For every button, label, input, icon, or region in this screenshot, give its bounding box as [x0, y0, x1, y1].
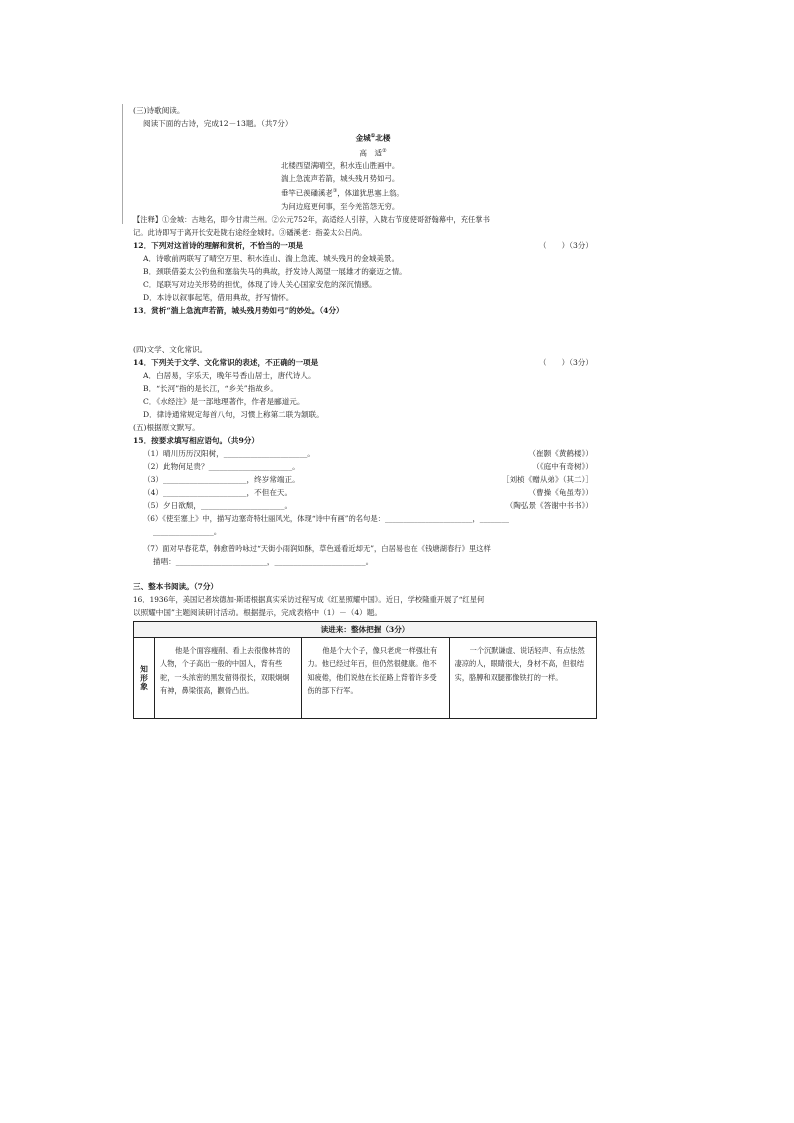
reading-table-cell-3: 一个沉默谦虚、说话轻声、有点怯然凄凉的人，眼睛很大，身材不高，但很结实，胳膊和双腿都像铁打的一样。 [454, 645, 585, 682]
section-heading-book: 三、整本书阅读。（7分） [133, 581, 219, 591]
poem-author [133, 145, 593, 160]
section-heading-poetry: (三)诗歌阅读。 [133, 106, 185, 115]
poem-title-footnote: ① [370, 133, 376, 139]
reading-table-cell-2: 他是个大个子，像只老虎一样强壮有力。他已经过年百，但仍然很健康。他不知疲倦，他们说他在长征路上背着许多受伤的部下行军。 [302, 638, 449, 718]
dictation-item-3-source: ［刘桢《赠从弟》（其二）］ [501, 474, 593, 484]
poem-line-1: 北楼西望满晴空，积水连山胜画中。 [281, 161, 400, 171]
exam-content [133, 104, 593, 719]
reading-table-header: 读进来：整体把握（3分） [134, 622, 596, 638]
poem-title [133, 130, 593, 145]
section-heading-culture: (四)文学、文化常识。 [133, 344, 208, 354]
question-14-option-d: D．律诗通常规定每首八句，习惯上称第二联为颔联。 [143, 409, 324, 419]
section-heading-dictation: (五)根据原文默写。 [133, 422, 200, 432]
dictation-item-1 [133, 447, 593, 460]
dictation-item-5 [133, 499, 593, 512]
poem-line-3-part1: 垂竿已羡磻溪老 [281, 188, 333, 198]
reading-table-side-label: 知形象 [134, 638, 155, 718]
question-12-answer-slot: （ ）（3分） [538, 240, 593, 250]
dictation-item-1-text: （1）晴川历历汉阳树，______________________。 [143, 448, 315, 458]
dictation-item-7-line-2: 描唱：________________________，________________________。 [153, 556, 374, 566]
scan-edge-mark [122, 104, 123, 224]
question-16-line-1: 16．1936年，美国记者埃德加·斯诺根据真实采访过程写成《红星照耀中国》。近日，学校隆重开展了“红星何 [133, 594, 485, 604]
question-12-option-a: A．诗歌前两联写了晴空万里、积水连山、湍上急流、城头残月的金城美景。 [143, 253, 400, 263]
dictation-item-6-line-1: （6）《使至塞上》中，描写边塞奇特壮丽风光，体现“诗中有画”的名句是：________________________，________ [143, 513, 509, 523]
question-16-line-2: 以照耀中国”主题阅读研讨活动。根据提示，完成表格中（1）－（4）题。 [133, 607, 382, 617]
poetry-intro: 阅读下面的古诗，完成12－13题。（共7分） [143, 119, 293, 128]
poem-line-2: 湍上急流声若箭，城头残月势如弓。 [281, 174, 400, 184]
dictation-item-5-text: （5）夕日欲颓，______________________。 [143, 500, 293, 510]
dictation-item-1-source: （崔颢《黄鹤楼》） [528, 448, 593, 458]
dictation-item-6-line-2: ________________。 [153, 526, 222, 536]
question-13: 13．赏析“湍上急流声若箭，城头残月势如弓”的妙处。（4分） [133, 305, 344, 315]
dictation-item-4-source: （曹操《龟虽寿》） [528, 487, 593, 497]
question-14-option-a: A．白居易，字乐天，晚年号香山居士，唐代诗人。 [143, 370, 316, 380]
reading-table-row [134, 638, 596, 718]
dictation-item-2-text: （2）此物何足贵？______________________。 [143, 461, 300, 471]
dictation-item-3 [133, 473, 593, 486]
question-12-option-c: C．尾联写对边关形势的担忧，体现了诗人关心国家安危的深沉情感。 [143, 279, 377, 289]
dictation-item-4-text: （4）______________________，不但在天。 [143, 487, 293, 497]
question-14-option-c: C．《水经注》是一部地理著作，作者是郦道元。 [143, 396, 305, 406]
poem-line-3-part2: ，体道犹思塞上翁。 [337, 188, 404, 198]
poem-note-line-2: 记。此诗即写于离开长安赴陇右途经金城时。③磻溪老：指姜太公吕尚。 [133, 227, 367, 237]
answer-space-13 [133, 317, 593, 343]
question-12-option-b: B．颈联借姜太公钓鱼和塞翁失马的典故，抒发诗人渴望一展雄才的豪迈之情。 [143, 266, 407, 276]
dictation-item-3-text: （3）______________________，终岁常端正。 [143, 474, 300, 484]
poem-title-part2: 北楼 [375, 133, 391, 143]
question-15: 15．按要求填写相应语句。（共9分） [133, 435, 259, 445]
question-12-stem: 12．下列对这首诗的理解和赏析，不恰当的一项是 [133, 240, 304, 250]
dictation-item-5-source: （陶弘景《答谢中书书》） [505, 500, 593, 510]
dictation-item-4 [133, 486, 593, 499]
question-12 [133, 239, 593, 252]
poem-line-3-footnote: ③ [332, 188, 338, 195]
question-14-option-b: B．“长河”指的是长江，“乡关”指故乡。 [143, 383, 279, 393]
dictation-item-7-line-1: （7）面对早春花草，韩愈曾吟咏过“天街小雨润如酥，草色遥看近却无”，白居易也在《钱塘湖春行》里这样 [143, 543, 491, 553]
poem-author-footnote: ② [382, 147, 387, 154]
poem-line-4: 为问边庭更何事，至今羌笛怨无穷。 [281, 201, 400, 211]
dictation-item-2-source: （《庭中有奇树》） [532, 461, 593, 471]
question-14 [133, 356, 593, 369]
question-14-answer-slot: （ ）（3分） [538, 357, 593, 367]
poem-title-part1: 金城 [355, 133, 371, 143]
poem-note-line-1: 【注释】①金城：古地名，即今甘肃兰州。②公元752年，高适经人引荐，入陇右节度使哥舒翰幕中，充任掌书 [133, 214, 490, 224]
poem-line-3 [133, 185, 593, 199]
question-14-stem: 14．下列关于文学、文化常识的表述，不正确的一项是 [133, 357, 319, 367]
question-12-option-d: D．本诗以叙事起笔，借用典故，抒写情怀。 [143, 292, 294, 302]
reading-table-cell-1: 他是个面容瘦削、看上去很像林肯的人物，个子高出一般的中国人，背有些驼，一头浓密的黑发留得很长，双眼炯炯有神，鼻梁很高，颧骨凸出。 [155, 638, 302, 718]
poem-author-name: 高 适 [359, 148, 383, 158]
reading-table [133, 621, 597, 719]
dictation-item-2 [133, 460, 593, 473]
